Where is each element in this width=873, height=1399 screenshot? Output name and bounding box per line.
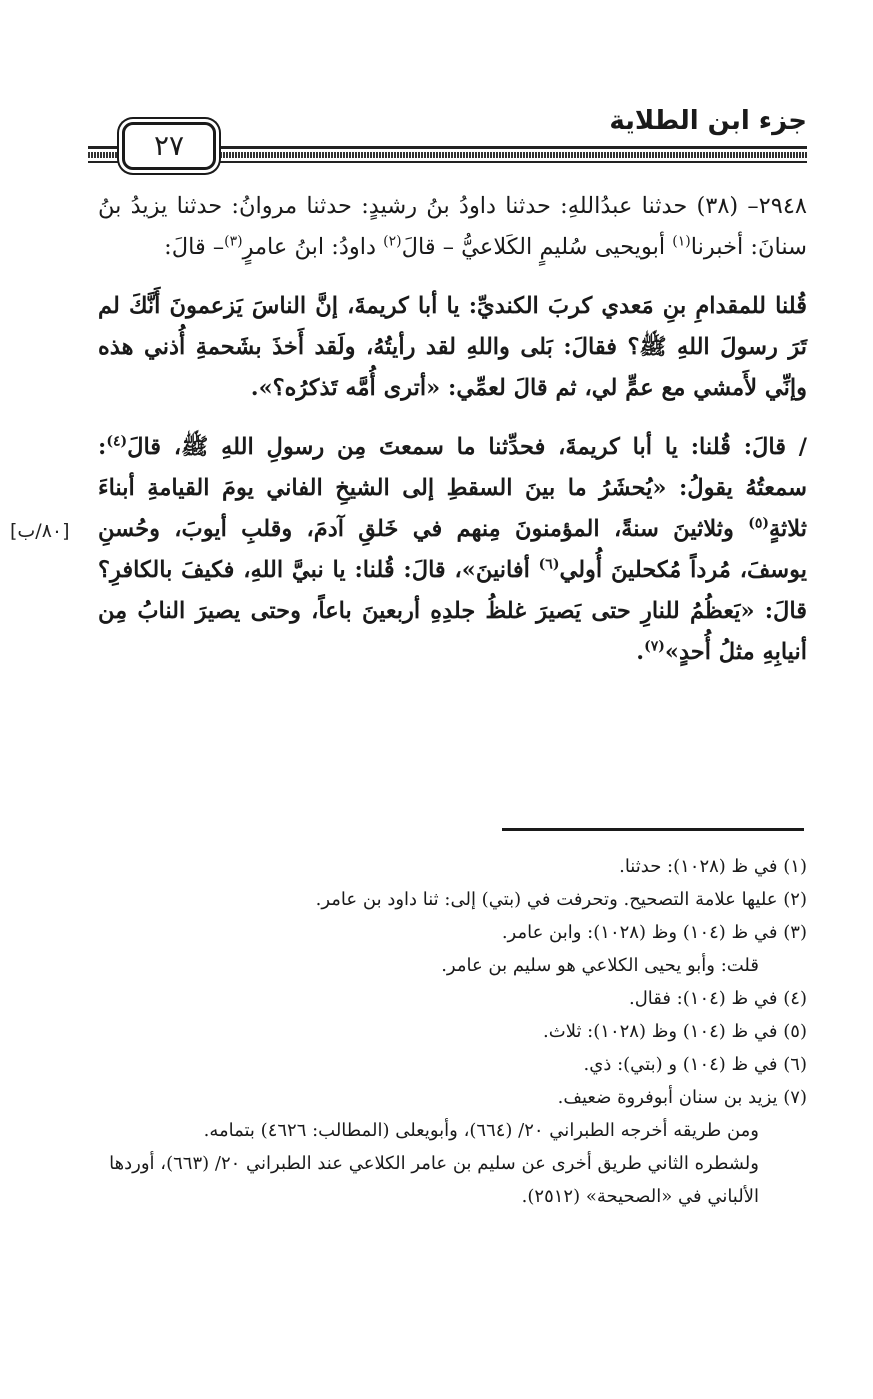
footnote-continuation: قلت: وأبو يحيى الكلاعي هو سليم بن عامر. [441,955,759,976]
footnote-marker-5: (٥) [748,515,769,532]
footnote: (٢) عليها علامة التصحيح. وتحرفت في (بتي) إلى: ثنا داود بن عامر. [315,889,807,910]
isnad-part-3: داودُ: ابنُ عامرٍ [242,234,384,260]
hadith-matn-2 [98,427,807,673]
footnote-marker-7: (٧) [644,638,665,655]
isnad-part-4: – قالَ: [164,234,225,260]
margin-reference: [٨٠/ب] [10,520,70,542]
footnote-separator [502,828,804,831]
footnote-marker-4: (٤) [106,433,128,450]
matn-end: . [636,639,645,665]
page-number: ٢٧ [122,122,216,170]
footnote-marker-3: (٣) [224,233,243,250]
footnote: (٦) في ظ (١٠٤) و (بتي): ذي. [583,1054,807,1075]
footnote: (٥) في ظ (١٠٤) وظ (١٠٢٨): ثلاث. [543,1021,807,1042]
footnote: (١) في ظ (١٠٢٨): حدثنا. [619,856,807,877]
footnote-marker-1: (١) [672,233,691,250]
main-text [98,186,807,673]
isnad-part-1: ٢٩٤٨– (٣٨) حدثنا عبدُاللهِ: حدثنا داودُ بنُ رشيدٍ: حدثنا مروانُ: حدثنا يزيدُ بنُ سنانَ: أخبرنا [98,193,808,260]
matn-part-2: : سمعتُهُ يقولُ: «يُحشَرُ ما بينَ السقطِ إلى الشيخِ الفاني يومَ القيامةِ أبناءَ ثلاثةٍ [98,434,807,542]
matn-part-3: وثلاثينَ سنةً، المؤمنونَ مِنهم في خَلقِ آدمَ، وقلبِ أيوبَ، وحُسنِ يوسفَ، مُرداً مُكحلينَ أُولي [98,516,807,583]
footnote: (٣) في ظ (١٠٤) وظ (١٠٢٨): وابن عامر. [501,922,807,943]
footnotes [98,850,807,1213]
isnad-part-2: أبويحيى سُليمٍ الكَلاعيُّ – قالَ [401,234,673,260]
footnote-marker-2: (٢) [383,233,402,250]
footnote-continuation: ومن طريقه أخرجه الطبراني ٢٠/ (٦٦٤)، وأبويعلى (المطالب: ٤٦٢٦) بتمامه. [203,1120,759,1141]
footnote: (٧) يزيد بن سنان أبوفروة ضعيف. [557,1087,807,1108]
matn-part-1: / قالَ: قُلنا: يا أبا كريمةَ، فحدِّثنا ما سمعتَ مِن رسولِ اللهِ ﷺ، قالَ [127,434,807,460]
footnote-marker-6: (٦) [538,556,560,573]
running-header-title: جزء ابن الطلاية [609,106,807,136]
hadith-isnad [98,186,807,268]
matn-part-4: أفانينَ»، قالَ: قُلنا: يا نبيَّ اللهِ، فكيفَ بالكافرِ؟ قالَ: «يَعظُمُ للنارِ حتى يَصيرَ غلظُ جلدِهِ أربعينَ باعاً، وحتى يصيرَ النابُ مِن أنيابِهِ مثلُ أُحدٍ» [98,557,807,665]
footnote-continuation: ولشطره الثاني طريق أخرى عن سليم بن عامر الكلاعي عند الطبراني ٢٠/ (٦٦٣)، أوردها الألباني في «الصحيحة» (٢٥١٢). [109,1153,759,1207]
footnote: (٤) في ظ (١٠٤): فقال. [628,988,807,1009]
hadith-matn-1: قُلنا للمقدامِ بنِ مَعدي كربَ الكنديِّ: يا أبا كريمةَ، إنَّ الناسَ يَزعمونَ أَنَّكَ لم تَرَ رسولَ اللهِ ﷺ؟ فقالَ: بَلى واللهِ لقد رأيتُهُ، ولَقد أَخذَ بشَحمةِ أُذني هذه وإنِّي لأَمشي مع عمٍّ لي، ثم قالَ لعمِّي: «أترى أُمَّه تَذكرُه؟». [98,293,807,401]
